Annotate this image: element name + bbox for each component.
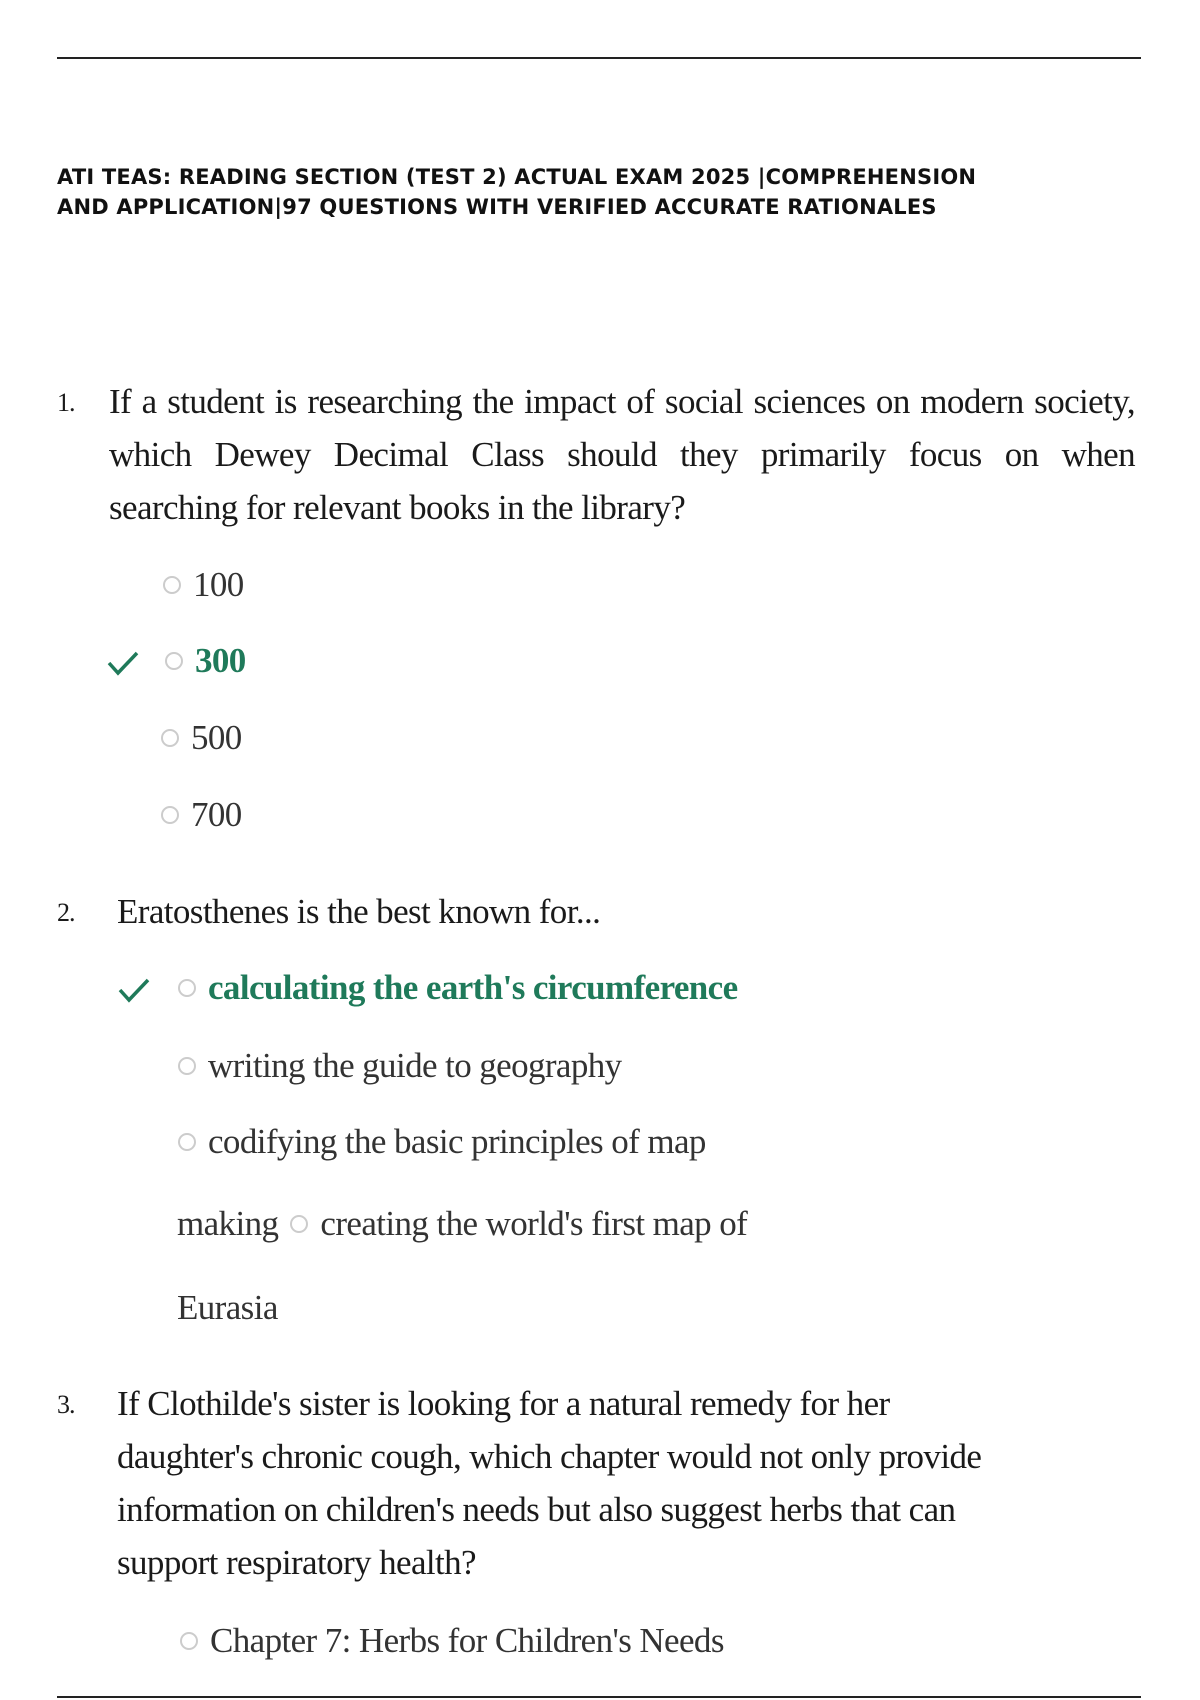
- option-label: creating the world's first map of: [320, 1204, 748, 1243]
- answer-option[interactable]: [163, 565, 244, 605]
- radio-icon[interactable]: [163, 576, 181, 594]
- top-rule: [57, 57, 1141, 59]
- answer-option[interactable]: [180, 1621, 724, 1661]
- question-line: If Clothilde's sister is looking for a natural remedy for her: [117, 1384, 890, 1423]
- option-label: codifying the basic principles of map: [208, 1122, 706, 1161]
- question-line: support respiratory health?: [117, 1543, 476, 1582]
- option-label: 300: [195, 641, 246, 680]
- answer-option-wrap: [177, 1288, 278, 1328]
- bottom-rule: [57, 1696, 1141, 1698]
- option-label: 100: [193, 565, 244, 604]
- answer-option[interactable]: [161, 795, 242, 835]
- answer-option[interactable]: [161, 718, 242, 758]
- question-text: If a student is researching the impact of social sciences on modern society, which Dewey Decimal Class should they primarily focus on when searching for relevant books in the library?: [109, 382, 1135, 527]
- radio-icon[interactable]: [161, 729, 179, 747]
- question-text: [117, 1377, 981, 1589]
- question-line: information on children's needs but also suggest herbs that can: [117, 1490, 956, 1529]
- option-label-continued: Eurasia: [177, 1288, 278, 1327]
- radio-icon[interactable]: [178, 1057, 196, 1075]
- option-label: 700: [191, 795, 242, 834]
- answer-option[interactable]: [178, 1122, 706, 1162]
- document-title: [57, 162, 1157, 222]
- option-label-continued: making: [177, 1204, 279, 1243]
- radio-icon[interactable]: [180, 1632, 198, 1650]
- radio-icon[interactable]: [161, 806, 179, 824]
- radio-icon[interactable]: [178, 979, 196, 997]
- answer-option-correct[interactable]: [178, 968, 738, 1008]
- answer-option[interactable]: [178, 1046, 622, 1086]
- question-text: Eratosthenes is the best known for...: [117, 892, 601, 931]
- option-label: Chapter 7: Herbs for Children's Needs: [210, 1621, 724, 1660]
- option-label: 500: [191, 718, 242, 757]
- title-line: AND APPLICATION|97 QUESTIONS WITH VERIFIED ACCURATE RATIONALES: [57, 195, 937, 219]
- checkmark-icon: [106, 648, 140, 678]
- checkmark-icon: [117, 975, 151, 1005]
- answer-option-correct[interactable]: [165, 641, 246, 681]
- radio-icon[interactable]: [290, 1215, 308, 1233]
- question-number: 1.: [57, 388, 75, 417]
- radio-icon[interactable]: [178, 1133, 196, 1151]
- title-line: ATI TEAS: READING SECTION (TEST 2) ACTUAL EXAM 2025 |COMPREHENSION: [57, 165, 977, 189]
- question-number: 2.: [57, 898, 75, 927]
- option-label: writing the guide to geography: [208, 1046, 622, 1085]
- question-number: 3.: [57, 1390, 75, 1419]
- option-label: calculating the earth's circumference: [208, 968, 738, 1007]
- question-line: daughter's chronic cough, which chapter would not only provide: [117, 1437, 982, 1476]
- radio-icon[interactable]: [165, 652, 183, 670]
- answer-option-wrap: [177, 1204, 747, 1244]
